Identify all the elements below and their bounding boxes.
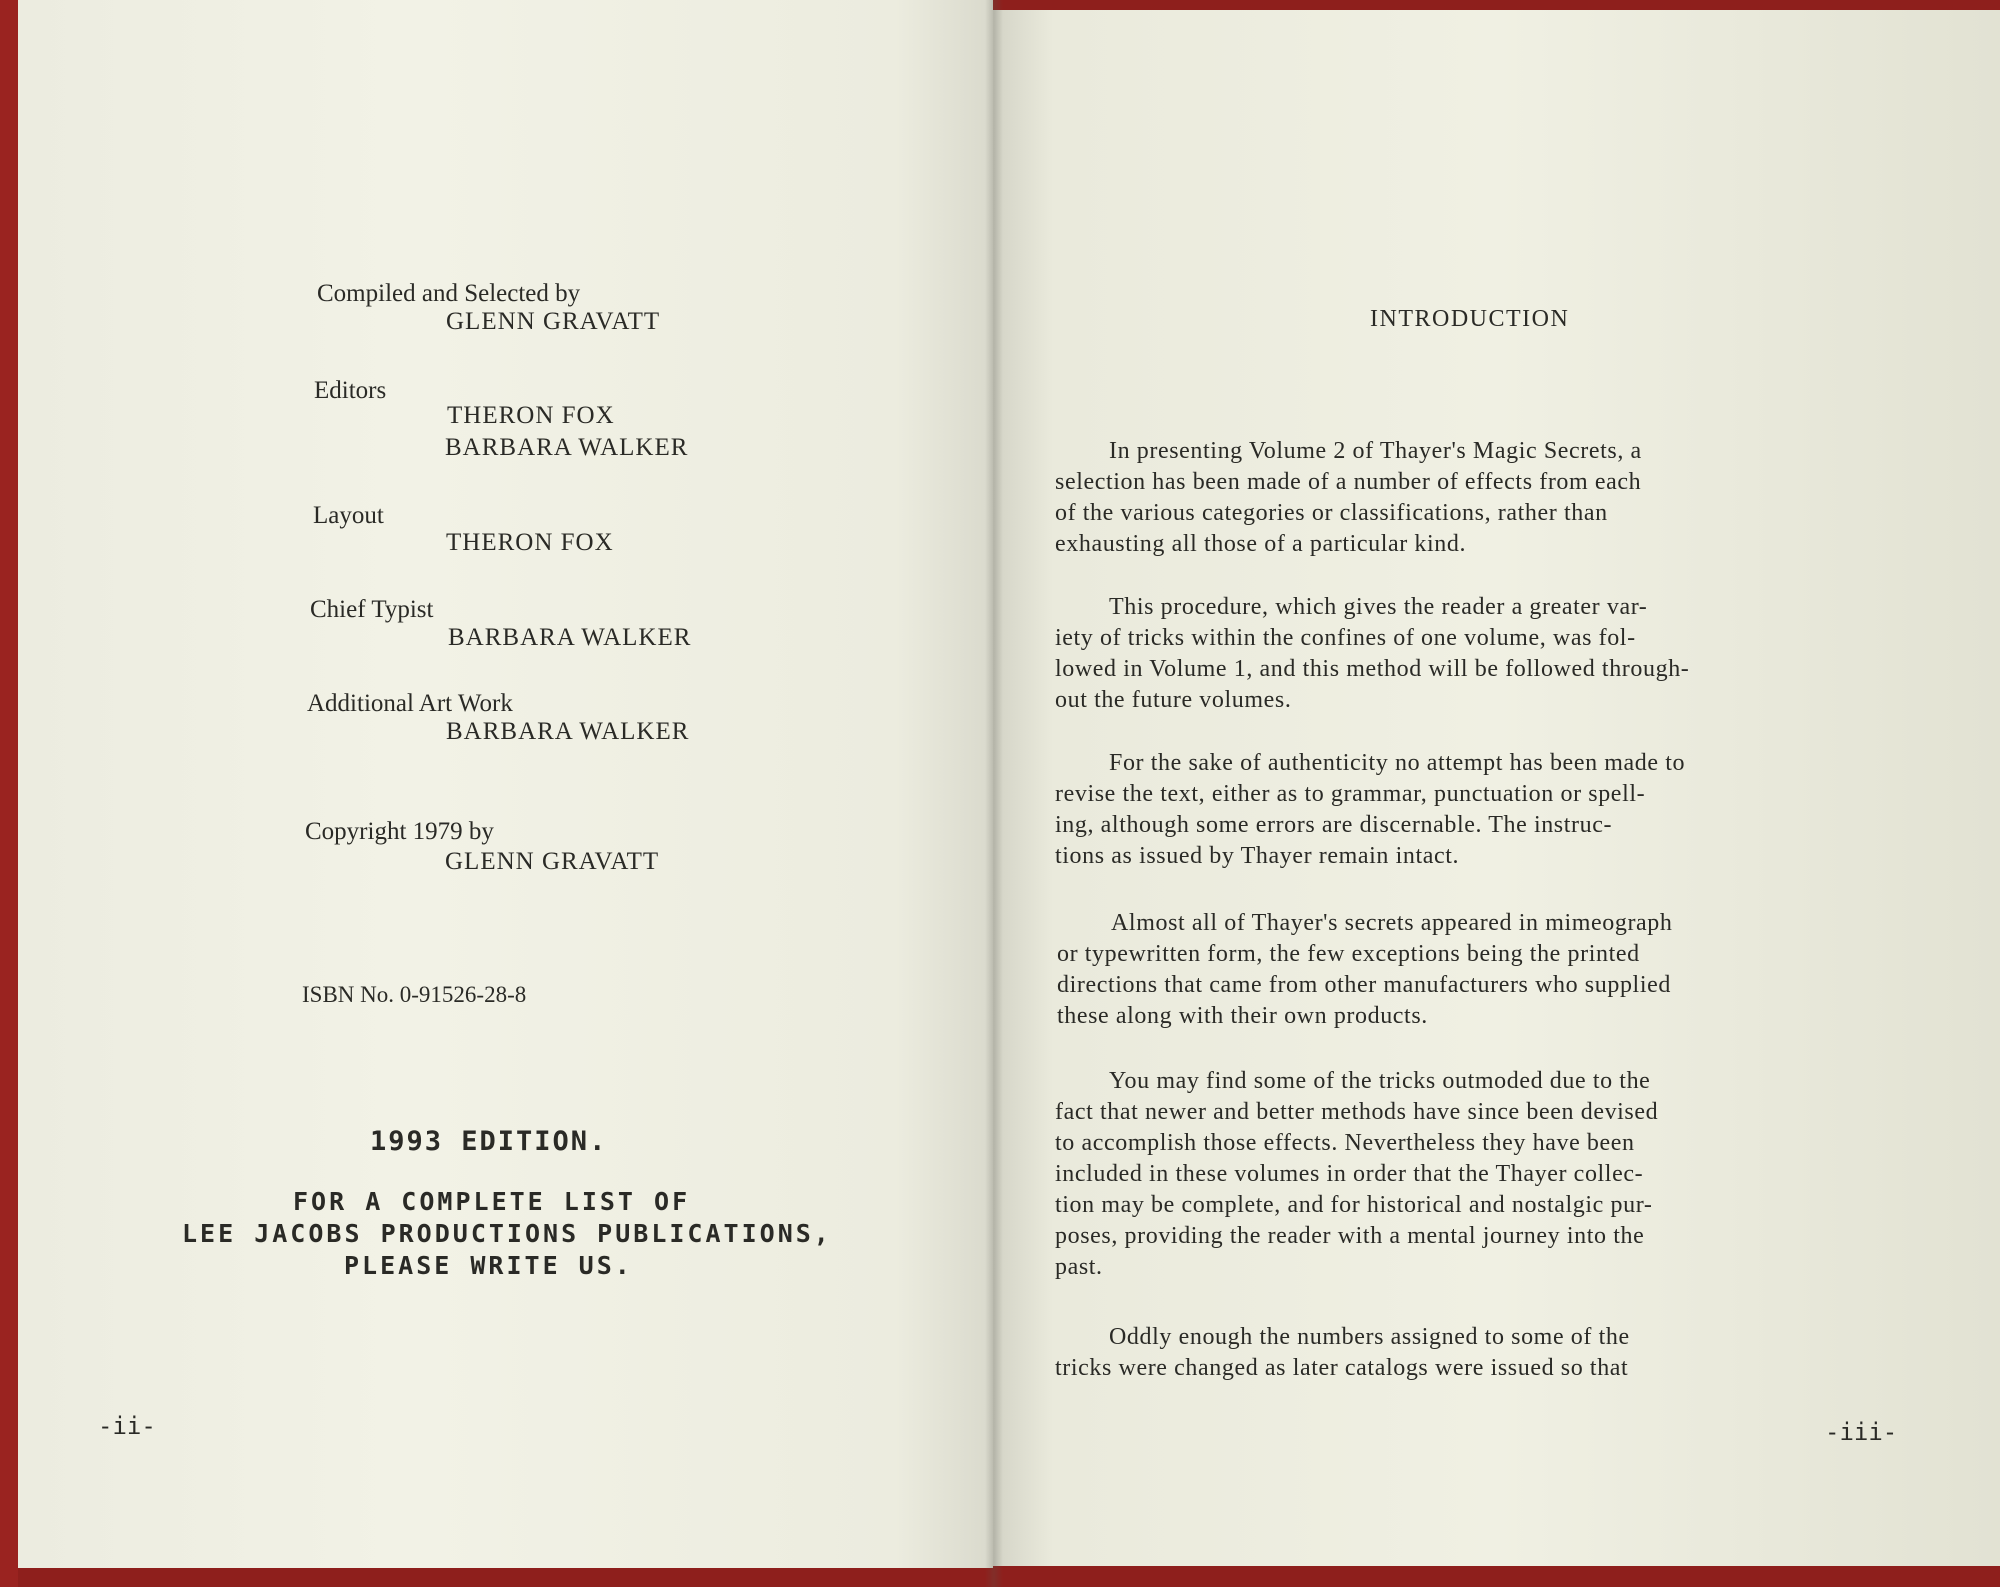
intro-paragraph-1: In presenting Volume 2 of Thayer's Magic Secrets, a selection has been made of a number of effects from each of the various categories or classifications, rather than exhausting all those of a particular kind. bbox=[1055, 438, 1642, 557]
credit-name-art: BARBARA WALKER bbox=[446, 718, 690, 745]
introduction-heading: INTRODUCTION bbox=[1370, 306, 1570, 332]
folio-left: -ii- bbox=[98, 1412, 156, 1440]
credit-role-compiled: Compiled and Selected by bbox=[317, 280, 581, 307]
credit-name-typist: BARBARA WALKER bbox=[448, 624, 692, 651]
credit-role-copyright: Copyright 1979 by bbox=[305, 818, 494, 845]
credit-name-layout: THERON FOX bbox=[446, 529, 614, 556]
credit-name-compiled: GLENN GRAVATT bbox=[446, 308, 661, 335]
credit-name-editor-2: BARBARA WALKER bbox=[445, 434, 689, 461]
intro-paragraph-4: Almost all of Thayer's secrets appeared in mimeograph or typewritten form, the few exceptions being the printed directions that came from other manufacturers who supplied these along with their own products. bbox=[1057, 910, 1673, 1029]
credit-role-typist: Chief Typist bbox=[310, 596, 434, 623]
notice-line-1: FOR A COMPLETE LIST OF bbox=[293, 1187, 691, 1216]
edition-line: 1993 EDITION. bbox=[370, 1126, 608, 1157]
book-cover-edge bbox=[0, 0, 18, 1587]
intro-paragraph-3: For the sake of authenticity no attempt has been made to revise the text, either as to grammar, punctuation or spell- ing, although some errors are discernable. The instruc- tions as issued by Thayer remain intact. bbox=[1055, 750, 1686, 869]
credit-role-editors: Editors bbox=[314, 377, 387, 404]
left-page bbox=[18, 0, 993, 1568]
credit-role-art: Additional Art Work bbox=[307, 690, 513, 717]
intro-paragraph-6: Oddly enough the numbers assigned to some of the tricks were changed as later catalogs were issued so that bbox=[1055, 1324, 1630, 1381]
notice-line-3: PLEASE WRITE US. bbox=[344, 1251, 633, 1280]
credit-name-editor-1: THERON FOX bbox=[447, 402, 615, 429]
credit-name-copyright: GLENN GRAVATT bbox=[445, 848, 660, 875]
notice-line-2: LEE JACOBS PRODUCTIONS PUBLICATIONS, bbox=[182, 1219, 832, 1248]
folio-right: -iii- bbox=[1825, 1418, 1898, 1446]
intro-paragraph-5: You may find some of the tricks outmoded due to the fact that newer and better methods have since been devised to accomplish those effects. Nevertheless they have been included in these volumes in order that the Thayer collec- tion may be complete, and for historical and nostalgic pur- poses, providing the reader with a mental journey into the past. bbox=[1055, 1068, 1659, 1280]
book-gutter bbox=[985, 0, 1003, 1587]
credit-role-layout: Layout bbox=[313, 502, 384, 529]
isbn-line: ISBN No. 0-91526-28-8 bbox=[302, 982, 527, 1007]
intro-paragraph-2: This procedure, which gives the reader a greater var- iety of tricks within the confines of one volume, was fol- lowed in Volume 1, and this method will be followed through- out the future volumes. bbox=[1055, 594, 1690, 713]
